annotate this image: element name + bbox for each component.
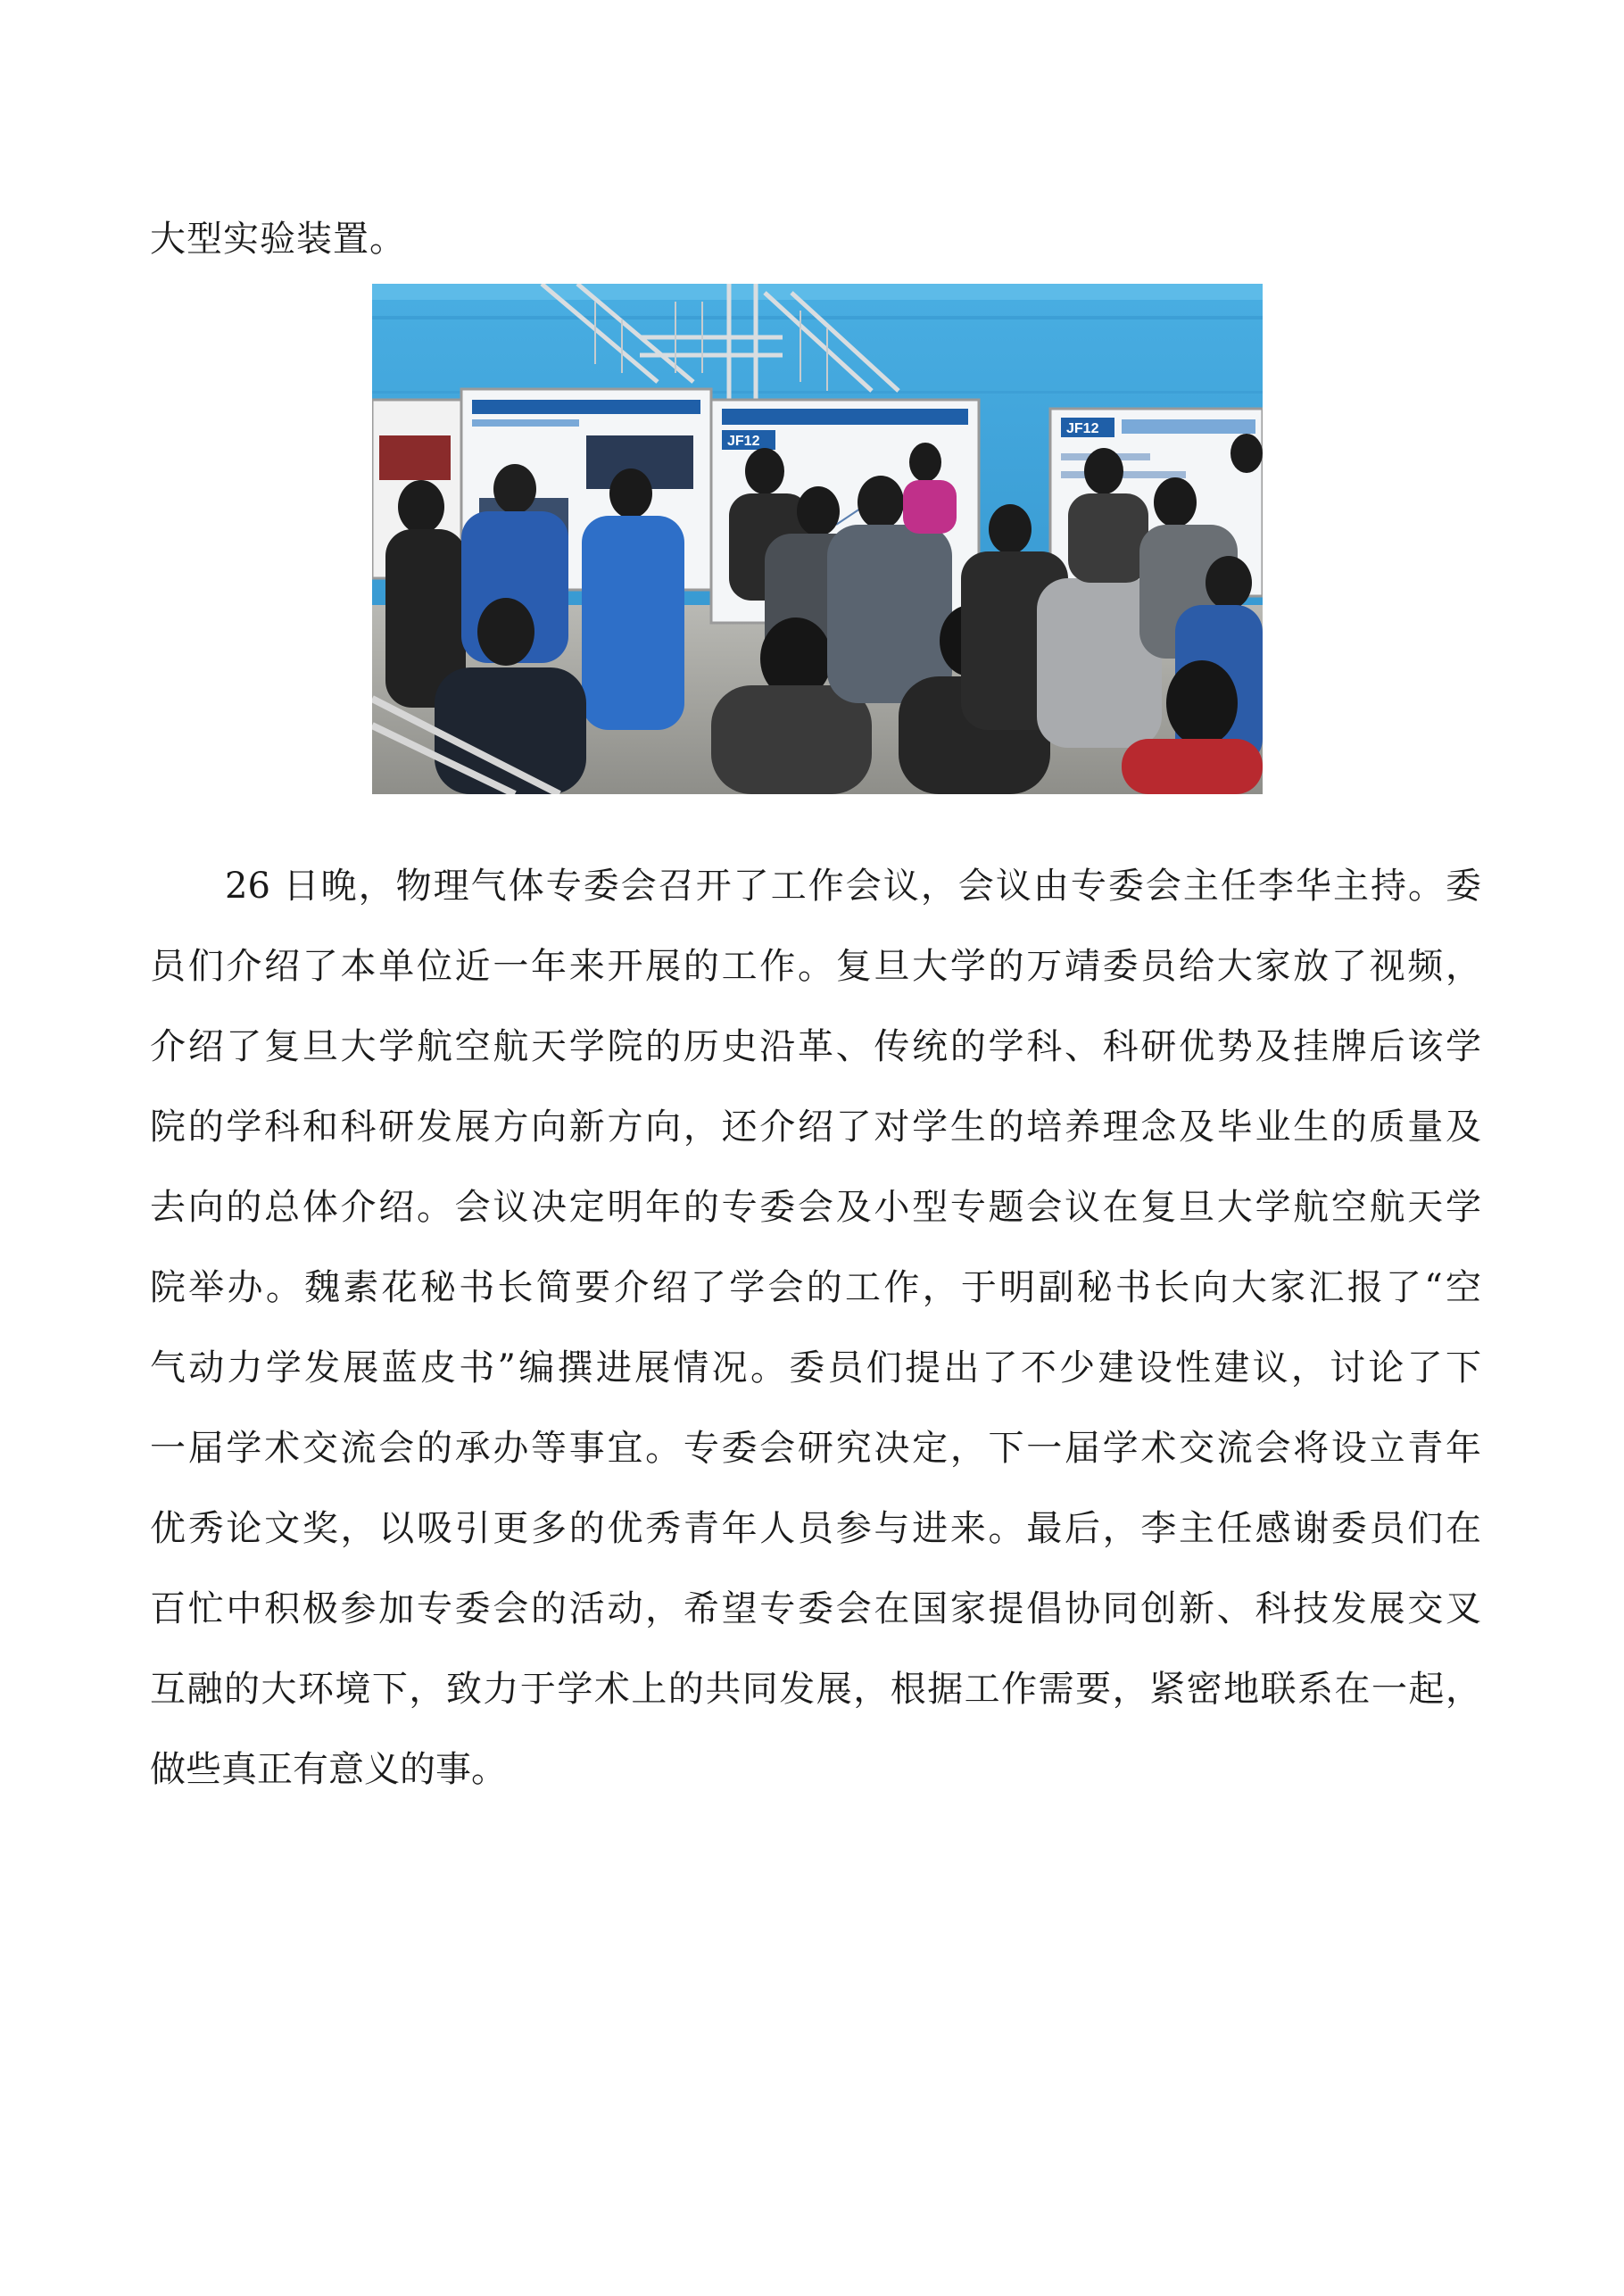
paragraph-line: 去向的总体介绍。会议决定明年的专委会及小型专题会议在复旦大学航空航天学 [150,1187,1481,1228]
lead-line: 大型实验装置。 [150,219,406,260]
paragraph-line: 互融的大环境下，致力于学术上的共同发展，根据工作需要，紧密地联系在一起， [150,1669,1481,1710]
paragraph-line: 做些真正有意义的事。 [150,1749,507,1790]
panel-tag: JF12 [727,434,760,449]
event-photo [372,284,1263,794]
paragraph-line: 26 日晚，物理气体专委会召开了工作会议，会议由专委会主任李华主持。委 [225,866,1481,907]
paragraph-line: 院的学科和科研发展方向新方向，还介绍了对学生的培养理念及毕业生的质量及 [150,1107,1481,1148]
paragraph-line: 院举办。魏素花秘书长简要介绍了学会的工作，于明副秘书长向大家汇报了“空 [150,1267,1481,1308]
meeting-report-paragraph [150,846,1481,1810]
panel-tag: JF12 [1066,421,1099,436]
paragraph-line: 气动力学发展蓝皮书”编撰进展情况。委员们提出了不少建设性建议，讨论了下 [150,1347,1481,1388]
paragraph-line: 百忙中积极参加专委会的活动，希望专委会在国家提倡协同创新、科技发展交叉 [150,1588,1481,1629]
paragraph-line: 员们介绍了本单位近一年来开展的工作。复旦大学的万靖委员给大家放了视频， [150,946,1481,987]
paragraph-line: 优秀论文奖，以吸引更多的优秀青年人员参与进来。最后，李主任感谢委员们在 [150,1508,1481,1549]
paragraph-line: 介绍了复旦大学航空航天学院的历史沿革、传统的学科、科研优势及挂牌后该学 [150,1026,1481,1067]
paragraph-line: 一届学术交流会的承办等事宜。专委会研究决定，下一届学术交流会将设立青年 [150,1428,1481,1469]
